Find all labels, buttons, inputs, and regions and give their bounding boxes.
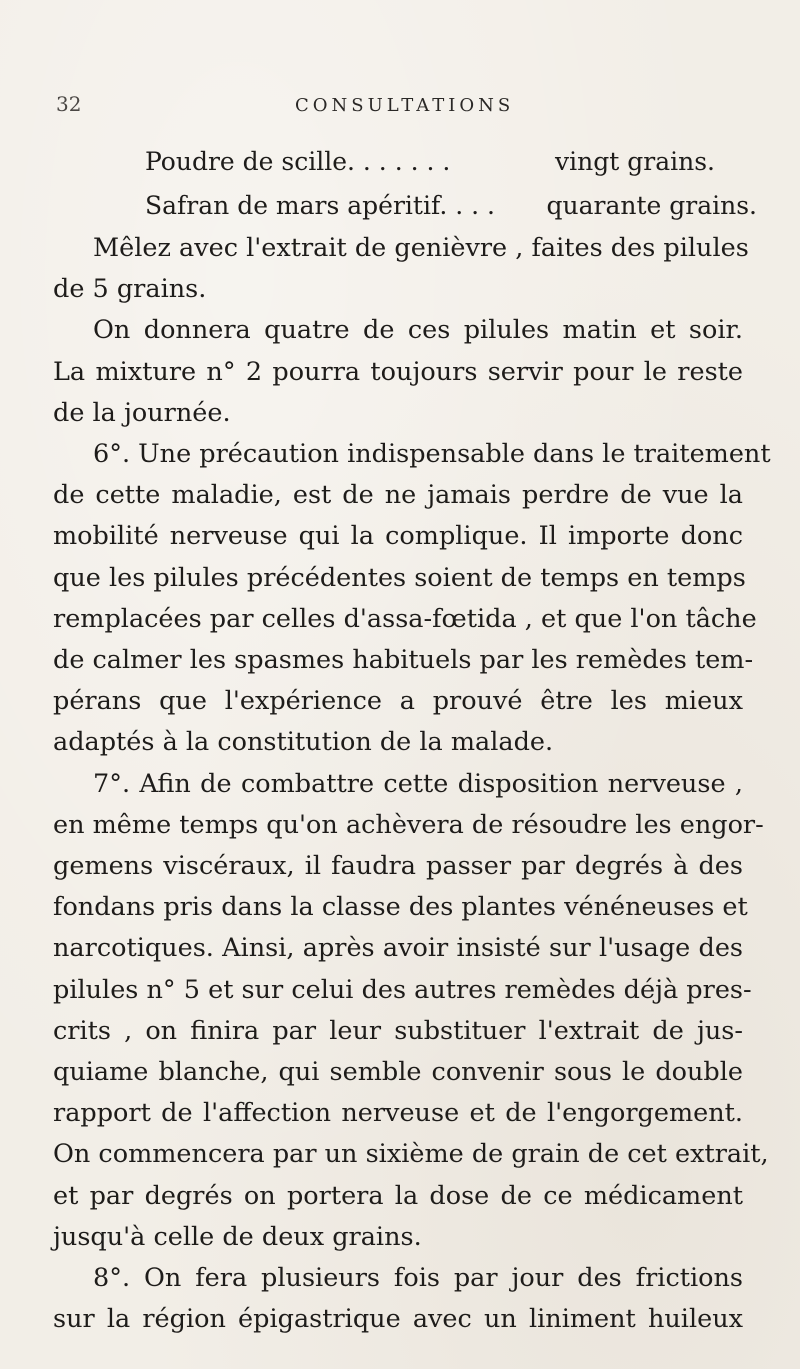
text-line: en même temps qu'on achèvera de résoudre les engor- bbox=[53, 809, 764, 840]
text-line: 7°. Afin de combattre cette disposition nerveuse , bbox=[93, 768, 743, 799]
text-line: de calmer les spasmes habituels par les remèdes tem- bbox=[53, 645, 754, 676]
text-line: pilules n° 5 et sur celui des autres remèdes déjà pres- bbox=[53, 974, 752, 1005]
text-line: crits , on finira par leur substituer l'extrait de jus- bbox=[53, 1015, 743, 1046]
prescription-list bbox=[145, 140, 757, 228]
text-line: remplacées par celles d'assa-fœtida , et que l'on tâche bbox=[53, 603, 757, 634]
ingredient-quantity: vingt grains. bbox=[555, 147, 715, 176]
text-line: On donnera quatre de ces pilules matin et soir. bbox=[93, 315, 743, 346]
text-line: de 5 grains. bbox=[53, 274, 207, 305]
text-line: pérans que l'expérience a prouvé être les mieux bbox=[53, 686, 743, 717]
ingredient-name: Safran de mars apéritif. . . . bbox=[145, 191, 495, 220]
text-line: et par degrés on portera la dose de ce médicament bbox=[53, 1180, 743, 1211]
text-line: 8°. On fera plusieurs fois par jour des frictions bbox=[93, 1263, 743, 1294]
page-header bbox=[0, 92, 800, 122]
text-line: mobilité nerveuse qui la complique. Il importe donc bbox=[53, 521, 743, 552]
text-line: narcotiques. Ainsi, après avoir insisté sur l'usage des bbox=[53, 933, 743, 964]
text-line: de la journée. bbox=[53, 397, 231, 428]
ingredient-quantity: quarante grains. bbox=[546, 191, 757, 220]
text-line: Mêlez avec l'extrait de genièvre , faites des pilules bbox=[93, 233, 749, 263]
text-line: fondans pris dans la classe des plantes vénéneuses et bbox=[53, 892, 748, 923]
paragraph-7 bbox=[53, 764, 769, 1258]
paragraph-pills bbox=[53, 228, 749, 310]
text-line: de cette maladie, est de ne jamais perdre de vue la bbox=[53, 480, 743, 511]
text-line: rapport de l'affection nerveuse et de l'engorgement. bbox=[53, 1098, 743, 1129]
paragraph-dosage bbox=[53, 310, 743, 434]
ingredient-name: Poudre de scille. . . . . . . bbox=[145, 147, 451, 176]
text-line: quiame blanche, qui semble convenir sous le double bbox=[53, 1057, 743, 1088]
running-head: CONSULTATIONS bbox=[295, 95, 515, 116]
text-line: que les pilules précédentes soient de temps en temps bbox=[53, 562, 746, 593]
text-line: On commencera par un sixième de grain de cet extrait, bbox=[53, 1139, 769, 1170]
paragraph-8 bbox=[53, 1258, 743, 1340]
page-number: 32 bbox=[56, 92, 82, 116]
text-line: 6°. Une précaution indispensable dans le traitement bbox=[93, 439, 771, 470]
prescription-item bbox=[145, 184, 757, 228]
paragraph-6 bbox=[53, 434, 771, 764]
body-text bbox=[53, 228, 771, 1340]
text-line: La mixture n° 2 pourra toujours servir pour le reste bbox=[53, 356, 743, 387]
text-line: gemens viscéraux, il faudra passer par degrés à des bbox=[53, 851, 743, 882]
text-line: adaptés à la constitution de la malade. bbox=[53, 727, 554, 758]
text-line: sur la région épigastrique avec un liniment huileux bbox=[53, 1304, 743, 1335]
text-line: jusqu'à celle de deux grains. bbox=[53, 1221, 422, 1252]
prescription-item bbox=[145, 140, 745, 184]
